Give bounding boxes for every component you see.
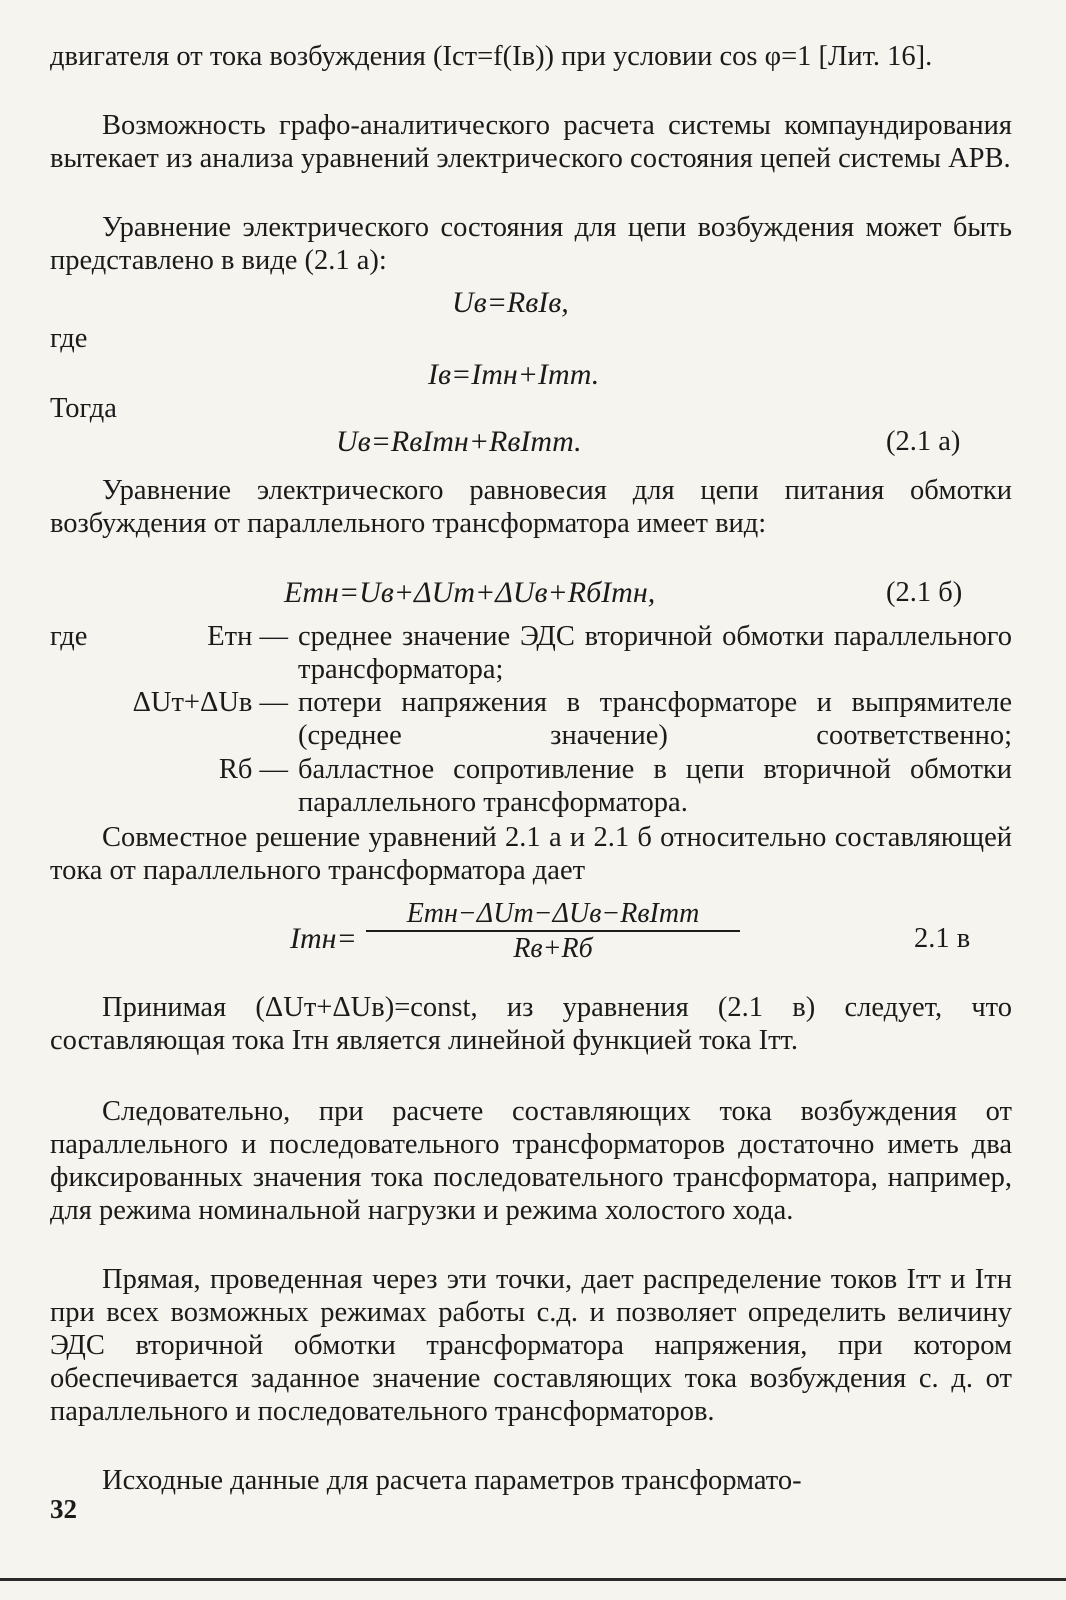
text-p4: Совместное решение уравнений 2.1 а и 2.1 б относительно составляющей тока от параллельного трансформатора дает (50, 822, 1012, 886)
text-p7: Прямая, проведенная через эти точки, дает распределение токов Iтт и Iтн при всех возможных режимах работы с.д. и позволяет определить величину ЭДС вторичной обмотки трансформатора напряжения, при котором обеспечивается заданное значение составляющих тока возбуждения с. д. от параллельного и последовательного трансформаторов. (50, 1264, 1012, 1427)
equation-label-2-1v: 2.1 в (914, 923, 971, 954)
paragraph-7 (50, 1263, 1012, 1428)
word-then: Тогда (50, 393, 117, 424)
paragraph-6 (50, 1095, 1012, 1227)
eq4-text: Eтн=Uв+ΔUт+ΔUв+RбIтн, (284, 576, 656, 609)
equation-2-1v-fraction (366, 898, 740, 966)
word-where-2: где (50, 621, 88, 652)
text-p1: Возможность графо-аналитического расчета системы компаундирования вытекает из анализа уравнений электрического состояния цепей системы АРВ. (50, 110, 1012, 174)
text-p6: Следовательно, при расчете составляющих тока возбуждения от параллельного и последовательного трансформаторов достаточно иметь два фиксированных значения тока последовательного трансформатора, например, для режима номинальной нагрузки и режима холостого хода. (50, 1096, 1012, 1226)
fraction-denominator: Rв+Rб (513, 933, 593, 964)
definition-term: ΔUт+ΔUв — (132, 687, 288, 718)
equation-2-1v-lhs: Iтн= (290, 922, 357, 955)
equation-iv (428, 358, 599, 392)
text-p8: Исходные данные для расчета параметров трансформато- (102, 1465, 802, 1496)
definition-term: Eтн — (207, 621, 288, 652)
paragraph-4 (50, 821, 1012, 887)
definition-text: среднее значение ЭДС вторичной обмотки параллельного трансформатора; (298, 621, 1012, 685)
fraction-numerator: Eтн−ΔUт−ΔUв−RвIтт (406, 898, 700, 929)
bottom-rule (0, 1578, 1066, 1581)
text-p2: Уравнение электрического состояния для цепи возбуждения может быть представлено в виде (2.1 а): (50, 212, 1012, 276)
paragraph-5 (50, 991, 1012, 1057)
eq2-text: Iв=Iтн+Iтт. (428, 358, 600, 391)
definition-term: Rб — (218, 754, 288, 785)
eq3-text: Uв=RвIтн+RвIтт. (336, 425, 582, 458)
definition-text: потери напряжения в трансформаторе и выпрямителе (среднее значение) соответственно; (298, 687, 1012, 751)
text-p5: Принимая (ΔUт+ΔUв)=const, из уравнения (2.1 в) следует, что составляющая тока Iтн является линейной функцией тока Iтт. (50, 992, 1012, 1056)
paragraph-2 (50, 211, 1012, 277)
text-p0: двигателя от тока возбуждения (Iст=f(Iв)) при условии cos φ=1 [Лит. 16]. (50, 41, 933, 72)
page-number: 32 (50, 1494, 77, 1524)
eq1-text: Uв=RвIв, (452, 286, 569, 319)
paragraph-3 (50, 474, 1012, 540)
equation-2-1a (336, 425, 582, 459)
paragraph-8 (50, 1464, 1012, 1497)
word-where: где (50, 323, 88, 354)
equation-2-1b (284, 576, 655, 610)
text-p3: Уравнение электрического равновесия для цепи питания обмотки возбуждения от параллельного трансформатора имеет вид: (50, 475, 1012, 539)
equation-uv (452, 286, 569, 320)
paragraph-continuation (50, 40, 1012, 73)
definition-text: балластное сопротивление в цепи вторичной обмотки параллельного трансформатора. (298, 754, 1012, 818)
equation-label-2-1a: (2.1 а) (886, 426, 961, 457)
equation-label-2-1b: (2.1 б) (886, 577, 963, 608)
paragraph-1 (50, 109, 1012, 175)
